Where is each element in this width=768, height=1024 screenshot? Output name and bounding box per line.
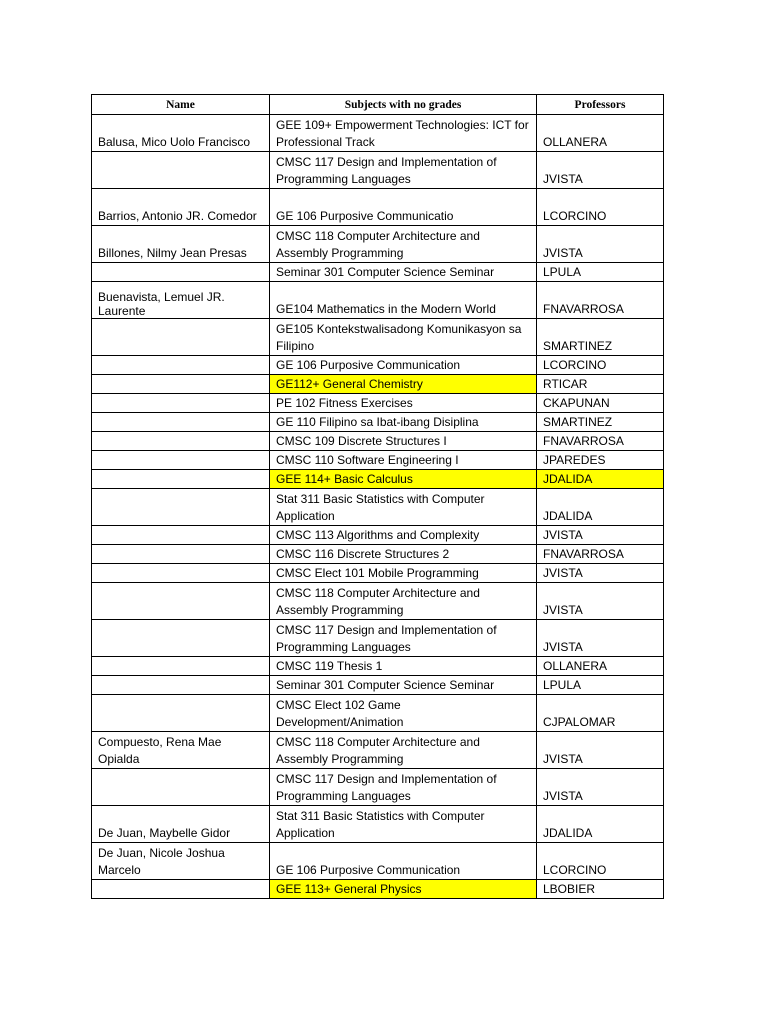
- professor-cell: LCORCINO: [537, 189, 664, 226]
- professor-cell: CJPALOMAR: [537, 695, 664, 732]
- table-row: [92, 451, 664, 470]
- student-name: Billones, Nilmy Jean Presas: [92, 226, 270, 263]
- table-row: [92, 413, 664, 432]
- student-name: [92, 880, 270, 899]
- subject-cell: CMSC 109 Discrete Structures I: [270, 432, 537, 451]
- table-row: [92, 657, 664, 676]
- professor-cell: JVISTA: [537, 769, 664, 806]
- professor-cell: SMARTINEZ: [537, 413, 664, 432]
- table-row: [92, 880, 664, 899]
- table-row: [92, 152, 664, 189]
- professor-cell: RTICAR: [537, 375, 664, 394]
- subject-cell: CMSC 117 Design and Implementation of Programming Languages: [270, 769, 537, 806]
- subject-cell: Stat 311 Basic Statistics with Computer Application: [270, 806, 537, 843]
- subject-cell: GE104 Mathematics in the Modern World: [270, 282, 537, 319]
- table-row: [92, 282, 664, 319]
- table-row: [92, 226, 664, 263]
- subject-cell: CMSC 113 Algorithms and Complexity: [270, 526, 537, 545]
- student-name: Balusa, Mico Uolo Francisco: [92, 115, 270, 152]
- table-row: [92, 432, 664, 451]
- student-name: [92, 470, 270, 489]
- student-name: Compuesto, Rena Mae Opialda: [92, 732, 270, 769]
- student-name: [92, 451, 270, 470]
- subject-cell: CMSC 118 Computer Architecture and Assembly Programming: [270, 226, 537, 263]
- student-name: [92, 394, 270, 413]
- subject-cell: PE 102 Fitness Exercises: [270, 394, 537, 413]
- subject-cell: CMSC 118 Computer Architecture and Assembly Programming: [270, 732, 537, 769]
- student-name: [92, 356, 270, 375]
- professor-cell: FNAVARROSA: [537, 545, 664, 564]
- subject-cell: CMSC 110 Software Engineering I: [270, 451, 537, 470]
- table-row: [92, 526, 664, 545]
- subject-cell: CMSC 116 Discrete Structures 2: [270, 545, 537, 564]
- student-name: [92, 583, 270, 620]
- student-name: [92, 676, 270, 695]
- subject-cell: Seminar 301 Computer Science Seminar: [270, 263, 537, 282]
- subject-cell: CMSC Elect 101 Mobile Programming: [270, 564, 537, 583]
- header-name: Name: [92, 95, 270, 115]
- student-name: De Juan, Nicole Joshua Marcelo: [92, 843, 270, 880]
- student-name: [92, 263, 270, 282]
- subject-cell: GE 106 Purposive Communication: [270, 843, 537, 880]
- table-row: [92, 189, 664, 226]
- table-row: [92, 375, 664, 394]
- student-name: [92, 769, 270, 806]
- table-row: [92, 545, 664, 564]
- table-row: [92, 806, 664, 843]
- student-name: [92, 657, 270, 676]
- professor-cell-highlighted: JDALIDA: [537, 470, 664, 489]
- grades-table: [91, 94, 664, 899]
- student-name: [92, 489, 270, 526]
- professor-cell: JDALIDA: [537, 489, 664, 526]
- table-row: [92, 470, 664, 489]
- student-name: [92, 564, 270, 583]
- professor-cell: JVISTA: [537, 620, 664, 657]
- professor-cell: OLLANERA: [537, 657, 664, 676]
- professor-cell: JVISTA: [537, 226, 664, 263]
- header-professors: Professors: [537, 95, 664, 115]
- student-name: Buenavista, Lemuel JR. Laurente: [92, 282, 270, 319]
- subject-cell: GEE 109+ Empowerment Technologies: ICT for Professional Track: [270, 115, 537, 152]
- table-row: [92, 583, 664, 620]
- table-row: [92, 394, 664, 413]
- student-name: [92, 432, 270, 451]
- professor-cell: FNAVARROSA: [537, 282, 664, 319]
- subject-cell: GE105 Kontekstwalisadong Komunikasyon sa Filipino: [270, 319, 537, 356]
- professor-cell: JVISTA: [537, 583, 664, 620]
- professor-cell: CKAPUNAN: [537, 394, 664, 413]
- subject-cell: CMSC 117 Design and Implementation of Programming Languages: [270, 620, 537, 657]
- subject-cell: CMSC 117 Design and Implementation of Programming Languages: [270, 152, 537, 189]
- table-header-row: [92, 95, 664, 115]
- subject-cell: CMSC 118 Computer Architecture and Assembly Programming: [270, 583, 537, 620]
- professor-cell: SMARTINEZ: [537, 319, 664, 356]
- subject-cell: GE 106 Purposive Communicatio: [270, 189, 537, 226]
- subject-cell-highlighted: GE112+ General Chemistry: [270, 375, 537, 394]
- student-name: [92, 695, 270, 732]
- header-subjects: Subjects with no grades: [270, 95, 537, 115]
- professor-cell: JVISTA: [537, 152, 664, 189]
- table-row: [92, 843, 664, 880]
- professor-cell: LPULA: [537, 676, 664, 695]
- table-row: [92, 732, 664, 769]
- table-row: [92, 319, 664, 356]
- table-row: [92, 263, 664, 282]
- table-row: [92, 676, 664, 695]
- table-row: [92, 356, 664, 375]
- table-row: [92, 115, 664, 152]
- professor-cell: JVISTA: [537, 564, 664, 583]
- subject-cell: CMSC Elect 102 Game Development/Animation: [270, 695, 537, 732]
- professor-cell: JVISTA: [537, 526, 664, 545]
- subject-cell: CMSC 119 Thesis 1: [270, 657, 537, 676]
- professor-cell: JVISTA: [537, 732, 664, 769]
- student-name: Barrios, Antonio JR. Comedor: [92, 189, 270, 226]
- professor-cell: FNAVARROSA: [537, 432, 664, 451]
- subject-cell: Stat 311 Basic Statistics with Computer Application: [270, 489, 537, 526]
- subject-cell: GE 106 Purposive Communication: [270, 356, 537, 375]
- student-name: [92, 319, 270, 356]
- professor-cell: LCORCINO: [537, 356, 664, 375]
- student-name: [92, 545, 270, 564]
- student-name: [92, 620, 270, 657]
- student-name: [92, 526, 270, 545]
- student-name: [92, 413, 270, 432]
- professor-cell: LPULA: [537, 263, 664, 282]
- table-row: [92, 695, 664, 732]
- subject-cell-highlighted: GEE 113+ General Physics: [270, 880, 537, 899]
- subject-cell: GE 110 Filipino sa Ibat-ibang Disiplina: [270, 413, 537, 432]
- subject-cell: Seminar 301 Computer Science Seminar: [270, 676, 537, 695]
- student-name: [92, 152, 270, 189]
- professor-cell: JDALIDA: [537, 806, 664, 843]
- professor-cell: LBOBIER: [537, 880, 664, 899]
- student-name: [92, 375, 270, 394]
- professor-cell: LCORCINO: [537, 843, 664, 880]
- professor-cell: JPAREDES: [537, 451, 664, 470]
- professor-cell: OLLANERA: [537, 115, 664, 152]
- subject-cell-highlighted: GEE 114+ Basic Calculus: [270, 470, 537, 489]
- student-name: De Juan, Maybelle Gidor: [92, 806, 270, 843]
- table-row: [92, 620, 664, 657]
- table-row: [92, 564, 664, 583]
- table-row: [92, 769, 664, 806]
- table-row: [92, 489, 664, 526]
